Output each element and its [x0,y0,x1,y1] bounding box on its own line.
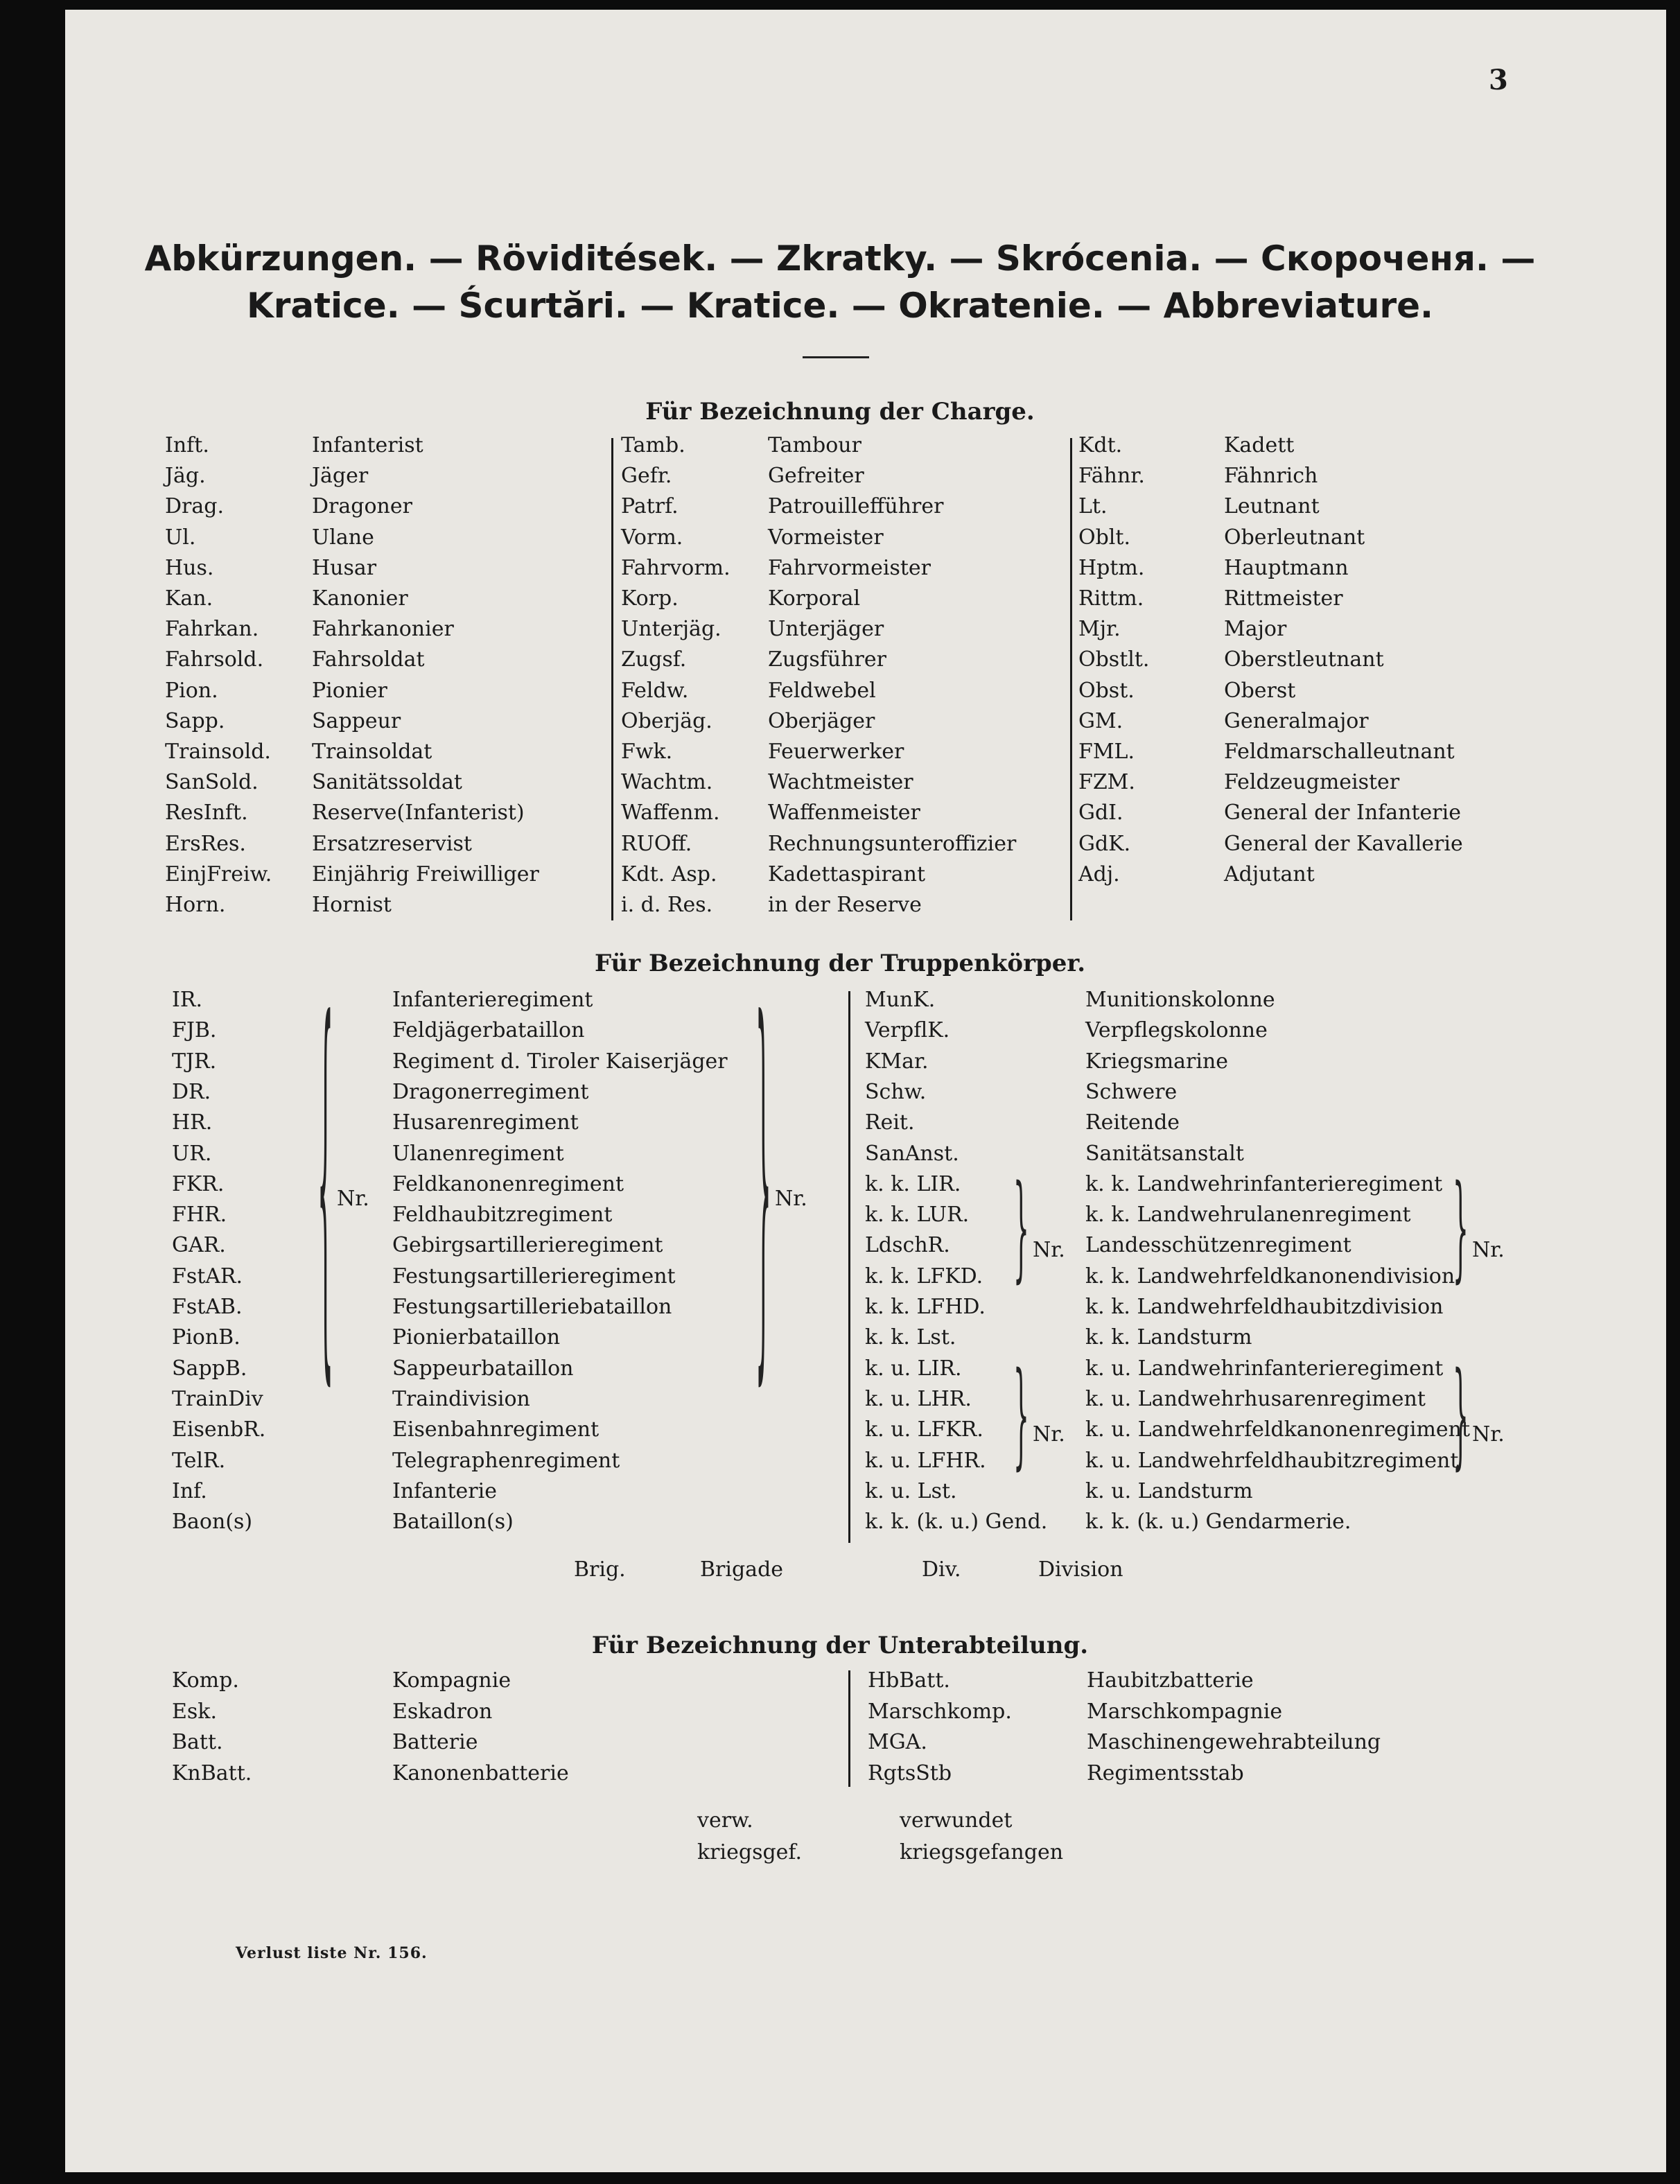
charge-abbr: Horn. [165,893,226,917]
troop-full: k. k. Landwehrfeldhaubitzdivision [1085,1295,1444,1319]
div-full: Division [1038,1557,1123,1582]
troop-abbr: k. u. LFHR. [865,1449,986,1473]
charge-full: Einjährig Freiwilliger [312,862,539,886]
charge-full: Vormeister [768,525,884,550]
troop-full: Husarenregiment [392,1110,579,1135]
charge-full: Waffenmeister [768,801,920,825]
sub-full: Kanonenbatterie [392,1761,569,1785]
charge-full: Fahrvormeister [768,556,931,580]
charge-divider-2 [1070,438,1072,920]
sub-divider [848,1670,850,1787]
troop-abbr: k. u. LHR. [865,1387,972,1411]
troop-abbr: DR. [172,1080,211,1104]
charge-abbr: FZM. [1078,770,1135,794]
sub-abbr: KnBatt. [172,1761,252,1785]
troop-full: Gebirgsartillerieregiment [392,1233,663,1257]
troop-full: k. k. Landsturm [1085,1325,1252,1349]
troop-abbr: TJR. [172,1049,217,1074]
troop-abbr: FstAB. [172,1295,243,1319]
troop-full: Infanterie [392,1479,497,1503]
troop-full: k. k. Landwehrulanenregiment [1085,1203,1411,1227]
charge-full: Kadettaspirant [768,862,926,886]
troop-abbr: FHR. [172,1203,227,1227]
troop-full: Dragonerregiment [392,1080,589,1104]
charge-full: Korporal [768,586,861,611]
charge-abbr: FML. [1078,740,1135,764]
troops-divider [848,991,850,1543]
charge-full: Rechnungsunteroffizier [768,832,1017,856]
charge-full: Oberjäger [768,709,875,733]
troop-full: k. k. Landwehrinfanterieregiment [1085,1172,1443,1196]
troop-full: Eisenbahnregiment [392,1417,600,1442]
charge-full: Rittmeister [1224,586,1343,611]
charge-abbr: Inft. [165,433,209,457]
charge-abbr: Tamb. [621,433,685,457]
charge-abbr: Kan. [165,586,213,611]
troop-abbr: VerpflK. [865,1018,950,1042]
charge-abbr: Pion. [165,679,218,703]
charge-abbr: GdI. [1078,801,1123,825]
charge-abbr: EinjFreiw. [165,862,272,886]
page-number: 3 [1489,64,1508,96]
troop-full: Pionierbataillon [392,1325,561,1349]
charge-full: Oberstleutnant [1224,647,1384,672]
troop-abbr: SappB. [172,1356,247,1381]
ku-nr-full: Nr. [1472,1422,1505,1447]
sub-full: Regimentsstab [1087,1761,1244,1785]
sub-heading: Für Bezeichnung der Unterabteilung. [591,1632,1089,1659]
troop-full: Festungsartilleriebataillon [392,1295,672,1319]
charge-full: Feuerwerker [768,740,904,764]
charge-heading: Für Bezeichnung der Charge. [645,398,1035,426]
sub-abbr: MGA. [868,1730,927,1754]
charge-full: Leutnant [1224,494,1320,518]
charge-full: Ersatzreservist [312,832,472,856]
troop-full: k. u. Landwehrfeldhaubitzregiment [1085,1449,1459,1473]
charge-full: Pionier [312,679,387,703]
charge-abbr: ResInft. [165,801,248,825]
troop-full: Bataillon(s) [392,1510,514,1534]
charge-full: Oberleutnant [1224,525,1365,550]
troop-full: Feldhaubitzregiment [392,1203,613,1227]
troop-full: Landesschützenregiment [1085,1233,1351,1257]
troop-abbr: GAR. [172,1233,226,1257]
troop-abbr: k. u. Lst. [865,1479,957,1503]
charge-abbr: GM. [1078,709,1123,733]
charge-full: Fähnrich [1224,464,1318,488]
sub-full: Haubitzbatterie [1087,1668,1254,1693]
kk-full-brace: } [1453,1164,1469,1295]
sub-extra-full: kriegsgefangen [900,1840,1064,1864]
charge-full: Jäger [312,464,369,488]
charge-full: Unterjäger [768,617,884,641]
troop-abbr: FKR. [172,1172,225,1196]
troop-abbr: k. k. LFHD. [865,1295,986,1319]
charge-full: Generalmajor [1224,709,1369,733]
charge-abbr: Wachtm. [621,770,713,794]
charge-full: General der Infanterie [1224,801,1461,825]
sub-abbr: Batt. [172,1730,223,1754]
charge-full: Gefreiter [768,464,864,488]
charge-full: Dragoner [312,494,412,518]
charge-full: Kanonier [312,586,408,611]
charge-full: Zugsführer [768,647,886,672]
charge-abbr: Fwk. [621,740,673,764]
charge-full: Husar [312,556,377,580]
troop-abbr: MunK. [865,988,936,1012]
charge-divider-1 [611,438,613,920]
troop-full: Traindivision [392,1387,530,1411]
charge-abbr: Mjr. [1078,617,1121,641]
troop-abbr: SanAnst. [865,1142,959,1166]
sub-extra-abbr: verw. [697,1808,753,1833]
sub-abbr: HbBatt. [868,1668,950,1693]
charge-abbr: Gefr. [621,464,672,488]
charge-abbr: Oberjäg. [621,709,712,733]
ku-abbr-brace: } [1013,1352,1029,1483]
troop-full: Feldkanonenregiment [392,1172,624,1196]
troop-full: k. u. Landsturm [1085,1479,1253,1503]
troops-left-brace-close: } [755,954,771,1423]
charge-abbr: Waffenm. [621,801,720,825]
troop-abbr: k. k. Lst. [865,1325,956,1349]
brig-abbr: Brig. [574,1557,626,1582]
troop-full: Verpflegskolonne [1085,1018,1268,1042]
troops-nr-mid: Nr. [775,1187,807,1211]
charge-abbr: Hus. [165,556,214,580]
charge-full: Feldwebel [768,679,876,703]
troop-abbr: k. k. LFKD. [865,1264,983,1288]
charge-abbr: Rittm. [1078,586,1144,611]
sub-full: Batterie [392,1730,478,1754]
sub-extra-abbr: kriegsgef. [697,1840,802,1864]
charge-abbr: GdK. [1078,832,1131,856]
troop-full: Festungsartillerieregiment [392,1264,676,1288]
troop-full: Munitionskolonne [1085,988,1275,1012]
troops-left-brace-open: { [317,954,333,1423]
charge-abbr: Fähnr. [1078,464,1145,488]
charge-full: Reserve(Infanterist) [312,801,525,825]
troop-abbr: k. k. LIR. [865,1172,961,1196]
sub-abbr: RgtsStb [868,1761,952,1785]
footer-note: Verlust liste Nr. 156. [236,1944,428,1962]
troop-abbr: HR. [172,1110,213,1135]
troop-abbr: PionB. [172,1325,240,1349]
troop-full: Sappeurbataillon [392,1356,574,1381]
charge-full: Patrouillefführer [768,494,944,518]
troop-abbr: TelR. [172,1449,226,1473]
title-line-1: Abkürzungen. — Röviditések. — Zkratky. — Skrócenia. — Скороченя. — [144,238,1536,279]
troop-abbr: k. k. LUR. [865,1203,970,1227]
troop-abbr: KMar. [865,1049,929,1074]
title-line-2: Kratice. — Ścurtări. — Kratice. — Okratenie. — Abbreviature. [246,286,1434,326]
troop-full: k. u. Landwehrhusarenregiment [1085,1387,1426,1411]
sub-full: Eskadron [392,1700,493,1724]
charge-abbr: Trainsold. [165,740,271,764]
charge-abbr: Drag. [165,494,225,518]
charge-abbr: Adj. [1078,862,1120,886]
troop-abbr: Schw. [865,1080,927,1104]
troop-abbr: LdschR. [865,1233,950,1257]
troop-abbr: UR. [172,1142,212,1166]
charge-full: Fahrsoldat [312,647,425,672]
charge-full: Infanterist [312,433,423,457]
charge-full: in der Reserve [768,893,922,917]
charge-full: Oberst [1224,679,1296,703]
charge-abbr: Hptm. [1078,556,1145,580]
charge-full: Feldmarschalleutnant [1224,740,1455,764]
charge-full: Sappeur [312,709,401,733]
charge-abbr: Kdt. Asp. [621,862,717,886]
charge-abbr: Jäg. [165,464,206,488]
div-abbr: Div. [922,1557,961,1582]
sub-full: Kompagnie [392,1668,511,1693]
troops-heading: Für Bezeichnung der Truppenkörper. [594,950,1086,977]
sub-full: Maschinengewehrabteilung [1087,1730,1381,1754]
troop-full: Infanterieregiment [392,988,593,1012]
charge-abbr: i. d. Res. [621,893,713,917]
troop-abbr: FJB. [172,1018,217,1042]
charge-full: Fahrkanonier [312,617,454,641]
charge-abbr: Fahrvorm. [621,556,730,580]
troop-full: Telegraphenregiment [392,1449,620,1473]
sub-extra-full: verwundet [900,1808,1013,1833]
troop-full: Reitende [1085,1110,1180,1135]
troop-full: Regiment d. Tiroler Kaiserjäger [392,1049,728,1074]
troop-abbr: TrainDiv [172,1387,263,1411]
troop-full: k. k. (k. u.) Gendarmerie. [1085,1510,1351,1534]
charge-full: General der Kavallerie [1224,832,1463,856]
charge-abbr: Ul. [165,525,196,550]
troop-full: Schwere [1085,1080,1178,1104]
charge-abbr: Fahrkan. [165,617,259,641]
sub-abbr: Komp. [172,1668,239,1693]
troop-abbr: EisenbR. [172,1417,266,1442]
brig-full: Brigade [700,1557,784,1582]
charge-abbr: Obst. [1078,679,1135,703]
troop-abbr: k. u. LIR. [865,1356,962,1381]
charge-full: Hauptmann [1224,556,1349,580]
troop-full: Ulanenregiment [392,1142,564,1166]
charge-full: Kadett [1224,433,1295,457]
charge-full: Trainsoldat [312,740,432,764]
charge-full: Feldzeugmeister [1224,770,1400,794]
charge-abbr: Obstlt. [1078,647,1150,672]
troop-full: k. u. Landwehrinfanterieregiment [1085,1356,1444,1381]
sub-abbr: Esk. [172,1700,218,1724]
ku-nr-abbr: Nr. [1033,1422,1065,1447]
charge-full: Hornist [312,893,392,917]
troop-full: k. u. Landwehrfeldkanonenregiment [1085,1417,1471,1442]
charge-abbr: Feldw. [621,679,689,703]
charge-abbr: Korp. [621,586,679,611]
kk-nr-full: Nr. [1472,1238,1505,1262]
troops-nr-left: Nr. [337,1187,369,1211]
charge-full: Ulane [312,525,374,550]
charge-abbr: RUOff. [621,832,692,856]
charge-abbr: Sapp. [165,709,225,733]
sub-full: Marschkompagnie [1087,1700,1283,1724]
troop-abbr: k. u. LFKR. [865,1417,983,1442]
charge-abbr: Oblt. [1078,525,1130,550]
troop-abbr: Baon(s) [172,1510,253,1534]
charge-abbr: Unterjäg. [621,617,721,641]
sub-abbr: Marschkomp. [868,1700,1012,1724]
charge-abbr: Kdt. [1078,433,1123,457]
charge-full: Wachtmeister [768,770,913,794]
troop-abbr: Inf. [172,1479,207,1503]
charge-abbr: Fahrsold. [165,647,264,672]
title-divider [803,356,869,358]
charge-abbr: SanSold. [165,770,259,794]
troop-full: Kriegsmarine [1085,1049,1229,1074]
troop-abbr: FstAR. [172,1264,243,1288]
charge-abbr: Zugsf. [621,647,687,672]
charge-full: Sanitätssoldat [312,770,462,794]
kk-nr-abbr: Nr. [1033,1238,1065,1262]
charge-abbr: Lt. [1078,494,1108,518]
troop-abbr: k. k. (k. u.) Gend. [865,1510,1048,1534]
troop-abbr: IR. [172,988,202,1012]
troop-abbr: Reit. [865,1110,915,1135]
charge-abbr: Vorm. [621,525,683,550]
kk-abbr-brace: } [1013,1164,1029,1295]
charge-abbr: Patrf. [621,494,679,518]
troop-full: Sanitätsanstalt [1085,1142,1244,1166]
charge-full: Tambour [768,433,861,457]
charge-full: Major [1224,617,1287,641]
charge-abbr: ErsRes. [165,832,246,856]
charge-full: Adjutant [1224,862,1315,886]
troop-full: k. k. Landwehrfeldkanonendivision [1085,1264,1455,1288]
troop-full: Feldjägerbataillon [392,1018,585,1042]
ku-full-brace: } [1453,1352,1469,1483]
